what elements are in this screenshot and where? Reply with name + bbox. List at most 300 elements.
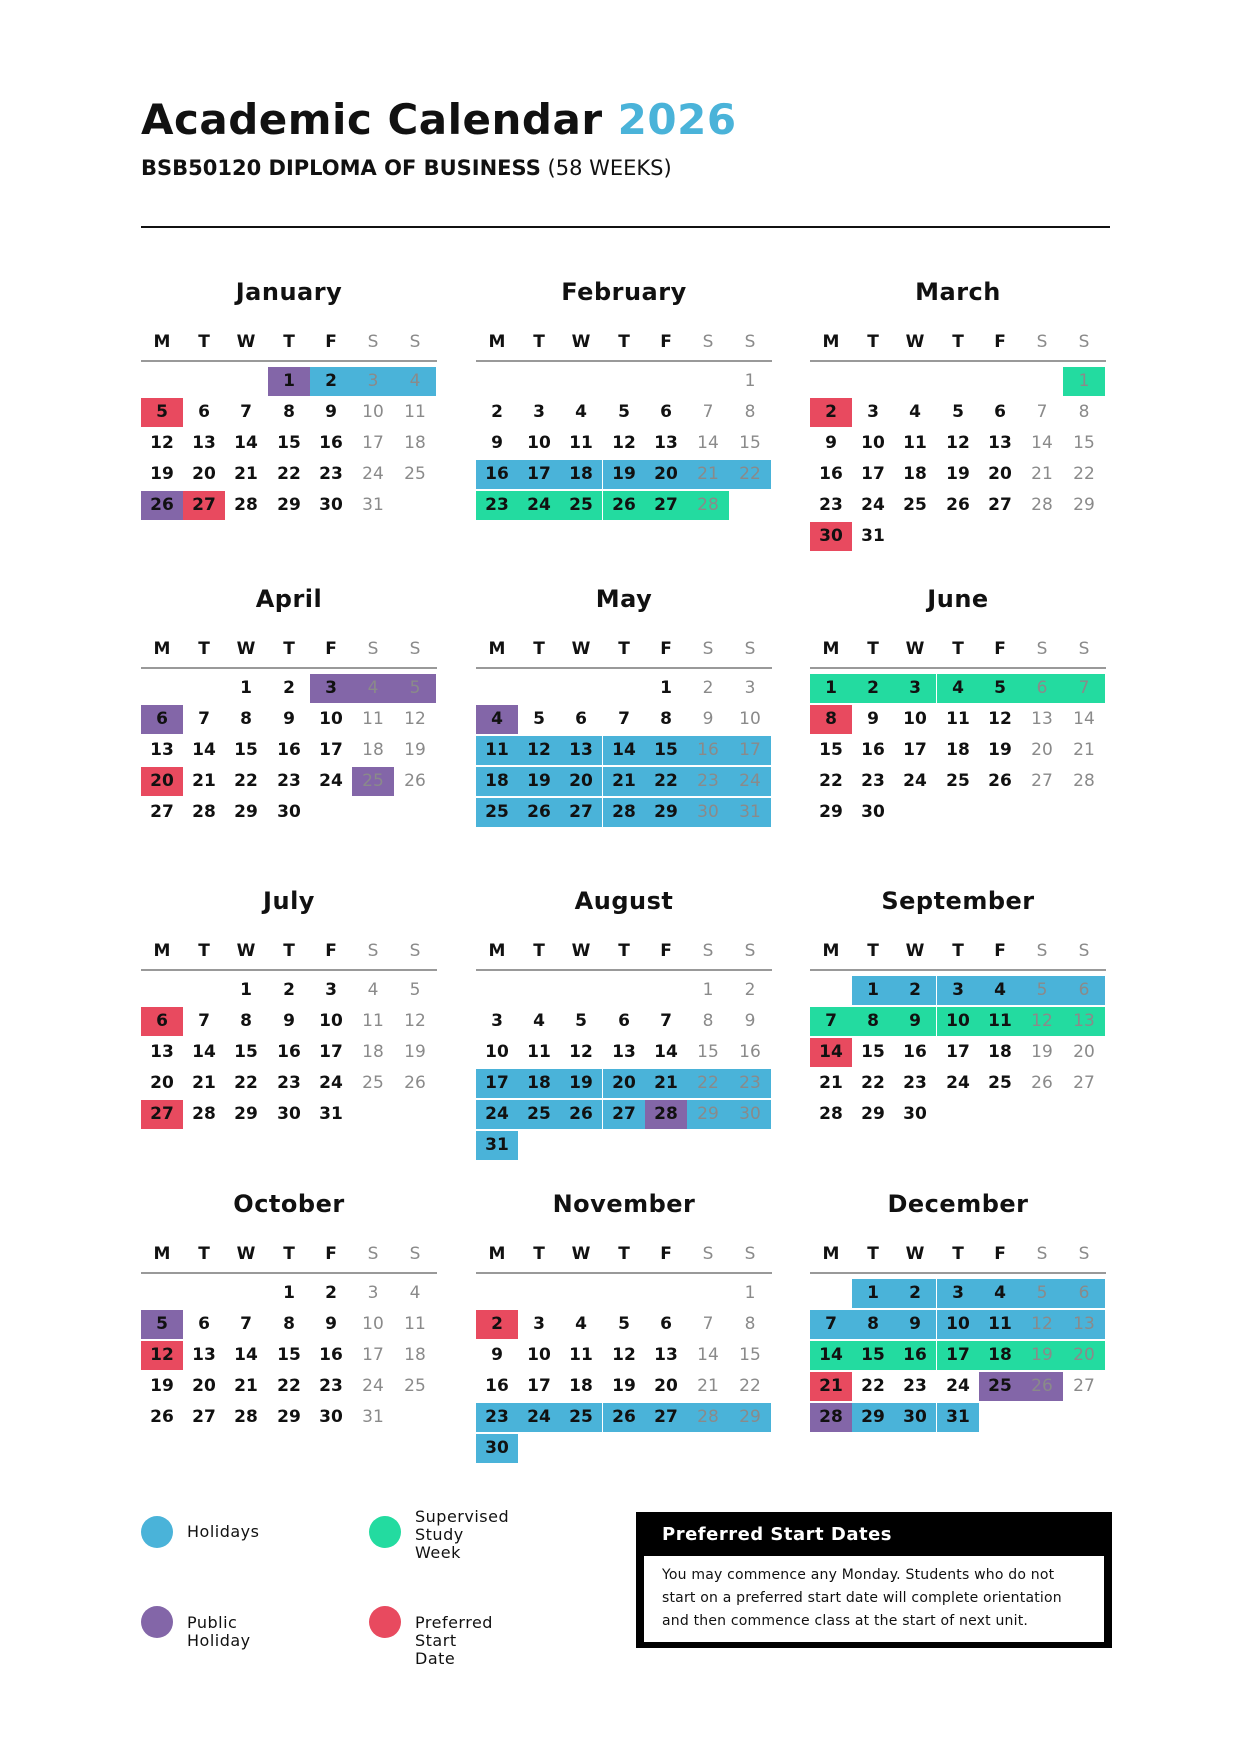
weekday-divider: [810, 667, 1106, 669]
weekday-header: T: [867, 639, 879, 659]
day-cell: 30: [861, 802, 885, 822]
weekday-divider: [141, 360, 437, 362]
day-cell: 14: [654, 1042, 678, 1062]
weekday-header: S: [367, 1244, 379, 1264]
day-cell: 2: [852, 674, 894, 703]
day-cell: 19: [404, 740, 426, 760]
day-cell: 1: [660, 678, 672, 698]
weekday-header: M: [153, 1244, 171, 1264]
day-cell: 16: [903, 1042, 927, 1062]
day-cell: 29: [852, 1403, 894, 1432]
day-cell: 7: [618, 709, 630, 729]
day-cell: 25: [946, 771, 970, 791]
day-cell: 27: [1031, 771, 1053, 791]
day-cell: 10: [319, 709, 343, 729]
day-cell: 14: [1031, 433, 1053, 453]
weekday-header: S: [367, 941, 379, 961]
day-cell: 4: [394, 367, 436, 396]
day-cell: 20: [1031, 740, 1053, 760]
day-cell: 25: [988, 1073, 1012, 1093]
day-cell: 3: [937, 1279, 979, 1308]
day-cell: 21: [192, 1073, 216, 1093]
month-name: March: [915, 278, 1001, 306]
day-cell: 19: [150, 464, 174, 484]
day-cell: 26: [946, 495, 970, 515]
day-cell: 29: [277, 1407, 301, 1427]
day-cell: 11: [404, 402, 426, 422]
day-cell: 23: [277, 771, 301, 791]
day-cell: 16: [485, 1376, 509, 1396]
day-cell: 4: [367, 980, 379, 1000]
course-duration: (58 WEEKS): [547, 156, 672, 180]
day-cell: 9: [744, 1011, 756, 1031]
day-cell: 3: [352, 367, 394, 396]
day-cell: 21: [234, 464, 258, 484]
weekday-header: S: [1078, 332, 1090, 352]
weekday-header: W: [571, 1244, 591, 1264]
day-cell: 8: [283, 1314, 295, 1334]
day-cell: 11: [569, 1345, 593, 1365]
day-cell: 30: [894, 1403, 936, 1432]
weekday-divider: [810, 969, 1106, 971]
day-cell: 19: [150, 1376, 174, 1396]
weekday-header: M: [822, 639, 840, 659]
day-cell: 17: [518, 460, 560, 489]
day-cell: 25: [404, 464, 426, 484]
day-cell: 26: [988, 771, 1012, 791]
day-cell: 18: [988, 1042, 1012, 1062]
day-cell: 24: [362, 464, 384, 484]
day-cell: 25: [362, 1073, 384, 1093]
day-cell: 25: [352, 767, 394, 796]
weekday-header: T: [198, 639, 210, 659]
day-cell: 26: [603, 491, 645, 520]
month-name: November: [552, 1190, 696, 1218]
day-cell: 29: [277, 495, 301, 515]
day-cell: 15: [819, 740, 843, 760]
day-cell: 30: [810, 522, 852, 551]
holidays-swatch-icon: [141, 1516, 173, 1548]
day-cell: 12: [1021, 1310, 1063, 1339]
day-cell: 18: [404, 1345, 426, 1365]
day-cell: 3: [325, 980, 337, 1000]
preferred-start-dates-body: [644, 1556, 1104, 1642]
day-cell: 21: [1073, 740, 1095, 760]
legend-supervised-label-line1: Supervised: [415, 1507, 510, 1526]
day-cell: 15: [277, 1345, 301, 1365]
day-cell: 20: [654, 1376, 678, 1396]
day-cell: 23: [903, 1376, 927, 1396]
day-cell: 21: [687, 460, 729, 489]
legend-holidays-label: Holidays: [187, 1522, 260, 1541]
day-cell: 28: [687, 491, 729, 520]
day-cell: 2: [476, 1310, 518, 1339]
day-cell: 16: [277, 1042, 301, 1062]
day-cell: 22: [277, 464, 301, 484]
weekday-header: M: [153, 639, 171, 659]
day-cell: 21: [234, 1376, 258, 1396]
day-cell: 19: [1021, 1341, 1063, 1370]
day-cell: 17: [527, 1376, 551, 1396]
day-cell: 5: [1021, 1279, 1063, 1308]
weekday-header: F: [660, 941, 672, 961]
day-cell: 22: [234, 771, 258, 791]
day-cell: 14: [234, 433, 258, 453]
day-cell: 21: [810, 1372, 852, 1401]
day-cell: 22: [234, 1073, 258, 1093]
day-cell: 22: [687, 1069, 729, 1098]
day-cell: 19: [612, 1376, 636, 1396]
day-cell: 14: [192, 740, 216, 760]
day-cell: 19: [946, 464, 970, 484]
day-cell: 10: [937, 1310, 979, 1339]
day-cell: 24: [729, 767, 771, 796]
weekday-divider: [476, 969, 772, 971]
day-cell: 1: [1063, 367, 1105, 396]
day-cell: 17: [946, 1042, 970, 1062]
day-cell: 2: [283, 980, 295, 1000]
weekday-header: W: [905, 332, 925, 352]
day-cell: 5: [533, 709, 545, 729]
day-cell: 8: [852, 1007, 894, 1036]
day-cell: 14: [1073, 709, 1095, 729]
day-cell: 26: [518, 798, 560, 827]
day-cell: 28: [1031, 495, 1053, 515]
day-cell: 17: [729, 736, 771, 765]
day-cell: 9: [894, 1007, 936, 1036]
day-cell: 31: [476, 1131, 518, 1160]
day-cell: 6: [575, 709, 587, 729]
weekday-divider: [476, 667, 772, 669]
day-cell: 2: [744, 980, 756, 1000]
day-cell: 4: [909, 402, 921, 422]
day-cell: 15: [697, 1042, 719, 1062]
day-cell: 26: [603, 1403, 645, 1432]
day-cell: 3: [491, 1011, 503, 1031]
weekday-header: T: [283, 332, 295, 352]
day-cell: 9: [491, 433, 503, 453]
day-cell: 20: [150, 1073, 174, 1093]
day-cell: 13: [192, 1345, 216, 1365]
weekday-header: S: [409, 941, 421, 961]
weekday-header: W: [571, 639, 591, 659]
day-cell: 23: [687, 767, 729, 796]
day-cell: 6: [660, 1314, 672, 1334]
weekday-header: S: [702, 1244, 714, 1264]
day-cell: 1: [240, 980, 252, 1000]
day-cell: 7: [240, 1314, 252, 1334]
day-cell: 15: [852, 1341, 894, 1370]
day-cell: 18: [518, 1069, 560, 1098]
month-name: September: [881, 887, 1035, 915]
day-cell: 13: [1031, 709, 1053, 729]
weekday-header: W: [236, 639, 256, 659]
day-cell: 29: [1073, 495, 1095, 515]
day-cell: 1: [702, 980, 714, 1000]
day-cell: 25: [404, 1376, 426, 1396]
day-cell: 7: [702, 1314, 714, 1334]
weekday-divider: [810, 1272, 1106, 1274]
day-cell: 21: [697, 1376, 719, 1396]
day-cell: 30: [277, 802, 301, 822]
day-cell: 23: [903, 1073, 927, 1093]
day-cell: 11: [362, 709, 384, 729]
day-cell: 25: [903, 495, 927, 515]
weekday-header: S: [744, 332, 756, 352]
day-cell: 17: [476, 1069, 518, 1098]
day-cell: 17: [362, 1345, 384, 1365]
weekday-header: T: [283, 1244, 295, 1264]
day-cell: 28: [603, 798, 645, 827]
day-cell: 6: [198, 402, 210, 422]
day-cell: 23: [819, 495, 843, 515]
month-name: July: [263, 887, 315, 915]
day-cell: 2: [491, 402, 503, 422]
day-cell: 19: [603, 460, 645, 489]
day-cell: 3: [867, 402, 879, 422]
weekday-header: T: [618, 941, 630, 961]
day-cell: 25: [518, 1100, 560, 1129]
day-cell: 30: [687, 798, 729, 827]
day-cell: 22: [819, 771, 843, 791]
day-cell: 2: [894, 1279, 936, 1308]
day-cell: 24: [518, 491, 560, 520]
weekday-header: W: [236, 332, 256, 352]
day-cell: 29: [645, 798, 687, 827]
day-cell: 23: [476, 1403, 518, 1432]
weekday-header: W: [905, 1244, 925, 1264]
day-cell: 17: [903, 740, 927, 760]
day-cell: 6: [1063, 1279, 1105, 1308]
day-cell: 5: [618, 402, 630, 422]
day-cell: 16: [319, 1345, 343, 1365]
day-cell: 18: [979, 1341, 1021, 1370]
day-cell: 5: [409, 980, 421, 1000]
weekday-header: T: [198, 332, 210, 352]
day-cell: 22: [645, 767, 687, 796]
day-cell: 20: [603, 1069, 645, 1098]
day-cell: 30: [903, 1104, 927, 1124]
weekday-header: T: [867, 332, 879, 352]
day-cell: 26: [1031, 1073, 1053, 1093]
day-cell: 8: [240, 709, 252, 729]
day-cell: 18: [362, 740, 384, 760]
day-cell: 13: [988, 433, 1012, 453]
day-cell: 14: [697, 433, 719, 453]
weekday-header: T: [533, 639, 545, 659]
weekday-header: S: [409, 1244, 421, 1264]
preferred-start-date-swatch-icon: [369, 1606, 401, 1638]
day-cell: 5: [1021, 976, 1063, 1005]
day-cell: 8: [810, 705, 852, 734]
legend-public-holiday-label: Public Holiday: [187, 1613, 251, 1650]
day-cell: 5: [141, 398, 183, 427]
weekday-header: T: [952, 639, 964, 659]
day-cell: 27: [645, 491, 687, 520]
preferred-start-dates-text: You may commence any Monday. Students who do not start on a preferred start date will complete orientation and then commence class at the start of next unit.: [662, 1567, 1062, 1629]
day-cell: 12: [612, 1345, 636, 1365]
day-cell: 16: [277, 740, 301, 760]
day-cell: 14: [234, 1345, 258, 1365]
day-cell: 26: [150, 1407, 174, 1427]
day-cell: 13: [612, 1042, 636, 1062]
day-cell: 14: [810, 1341, 852, 1370]
weekday-header: S: [1078, 941, 1090, 961]
day-cell: 17: [319, 740, 343, 760]
public-holiday-swatch-icon: [141, 1606, 173, 1638]
day-cell: 4: [409, 1283, 421, 1303]
weekday-header: F: [994, 1244, 1006, 1264]
day-cell: 9: [283, 709, 295, 729]
weekday-header: F: [994, 332, 1006, 352]
day-cell: 15: [739, 1345, 761, 1365]
weekday-header: S: [367, 639, 379, 659]
day-cell: 9: [867, 709, 879, 729]
weekday-header: S: [1078, 1244, 1090, 1264]
day-cell: 12: [612, 433, 636, 453]
day-cell: 12: [404, 709, 426, 729]
day-cell: 1: [240, 678, 252, 698]
day-cell: 30: [319, 1407, 343, 1427]
weekday-header: S: [1078, 639, 1090, 659]
day-cell: 28: [645, 1100, 687, 1129]
day-cell: 3: [533, 402, 545, 422]
day-cell: 15: [234, 740, 258, 760]
day-cell: 11: [979, 1007, 1021, 1036]
supervised-study-week-swatch-icon: [369, 1516, 401, 1548]
weekday-header: S: [702, 332, 714, 352]
day-cell: 13: [192, 433, 216, 453]
day-cell: 11: [362, 1011, 384, 1031]
day-cell: 7: [198, 1011, 210, 1031]
day-cell: 1: [744, 1283, 756, 1303]
day-cell: 24: [319, 771, 343, 791]
day-cell: 8: [852, 1310, 894, 1339]
day-cell: 14: [192, 1042, 216, 1062]
day-cell: 12: [141, 1341, 183, 1370]
day-cell: 4: [575, 1314, 587, 1334]
weekday-header: F: [325, 332, 337, 352]
day-cell: 12: [518, 736, 560, 765]
day-cell: 19: [988, 740, 1012, 760]
day-cell: 27: [645, 1403, 687, 1432]
day-cell: 6: [618, 1011, 630, 1031]
day-cell: 3: [744, 678, 756, 698]
day-cell: 12: [569, 1042, 593, 1062]
day-cell: 18: [362, 1042, 384, 1062]
day-cell: 27: [560, 798, 602, 827]
day-cell: 18: [476, 767, 518, 796]
day-cell: 20: [645, 460, 687, 489]
day-cell: 11: [946, 709, 970, 729]
day-cell: 11: [569, 433, 593, 453]
day-cell: 13: [150, 740, 174, 760]
day-cell: 7: [810, 1007, 852, 1036]
day-cell: 2: [283, 678, 295, 698]
day-cell: 2: [325, 1283, 337, 1303]
month-name: January: [235, 278, 343, 306]
day-cell: 19: [1031, 1042, 1053, 1062]
day-cell: 26: [1021, 1372, 1063, 1401]
month-name: April: [255, 585, 323, 613]
day-cell: 21: [645, 1069, 687, 1098]
weekday-divider: [810, 360, 1106, 362]
day-cell: 4: [979, 976, 1021, 1005]
day-cell: 29: [687, 1100, 729, 1129]
day-cell: 20: [1073, 1042, 1095, 1062]
day-cell: 10: [903, 709, 927, 729]
weekday-header: S: [1036, 332, 1048, 352]
day-cell: 28: [819, 1104, 843, 1124]
day-cell: 24: [861, 495, 885, 515]
day-cell: 2: [702, 678, 714, 698]
day-cell: 29: [819, 802, 843, 822]
weekday-header: S: [744, 639, 756, 659]
day-cell: 20: [192, 1376, 216, 1396]
day-cell: 15: [277, 433, 301, 453]
month-name: October: [233, 1190, 345, 1218]
day-cell: 14: [810, 1038, 852, 1067]
day-cell: 5: [979, 674, 1021, 703]
weekday-header: M: [822, 1244, 840, 1264]
day-cell: 20: [192, 464, 216, 484]
weekday-header: M: [822, 332, 840, 352]
day-cell: 4: [575, 402, 587, 422]
day-cell: 19: [404, 1042, 426, 1062]
day-cell: 1: [283, 1283, 295, 1303]
day-cell: 31: [729, 798, 771, 827]
day-cell: 17: [861, 464, 885, 484]
day-cell: 6: [660, 402, 672, 422]
weekday-divider: [141, 1272, 437, 1274]
legend-supervised-label-line2: Study Week: [415, 1525, 464, 1562]
day-cell: 24: [476, 1100, 518, 1129]
weekday-header: S: [744, 941, 756, 961]
day-cell: 24: [903, 771, 927, 791]
day-cell: 7: [660, 1011, 672, 1031]
weekday-header: S: [702, 941, 714, 961]
day-cell: 21: [192, 771, 216, 791]
day-cell: 11: [903, 433, 927, 453]
weekday-header: M: [153, 941, 171, 961]
weekday-header: F: [660, 332, 672, 352]
weekday-header: F: [660, 639, 672, 659]
weekday-divider: [141, 969, 437, 971]
day-cell: 17: [319, 1042, 343, 1062]
day-cell: 20: [988, 464, 1012, 484]
day-cell: 29: [234, 802, 258, 822]
day-cell: 23: [861, 771, 885, 791]
day-cell: 22: [739, 1376, 761, 1396]
day-cell: 10: [362, 402, 384, 422]
day-cell: 6: [198, 1314, 210, 1334]
day-cell: 5: [952, 402, 964, 422]
weekday-header: M: [488, 1244, 506, 1264]
weekday-divider: [476, 1272, 772, 1274]
day-cell: 9: [325, 1314, 337, 1334]
day-cell: 30: [277, 1104, 301, 1124]
preferred-start-dates-box: [636, 1512, 1112, 1648]
day-cell: 10: [527, 1345, 551, 1365]
weekday-header: M: [822, 941, 840, 961]
day-cell: 22: [861, 1376, 885, 1396]
day-cell: 15: [1073, 433, 1095, 453]
day-cell: 3: [894, 674, 936, 703]
day-cell: 31: [937, 1403, 979, 1432]
day-cell: 5: [141, 1310, 183, 1339]
day-cell: 2: [310, 367, 352, 396]
title-main: Academic Calendar: [141, 95, 603, 144]
